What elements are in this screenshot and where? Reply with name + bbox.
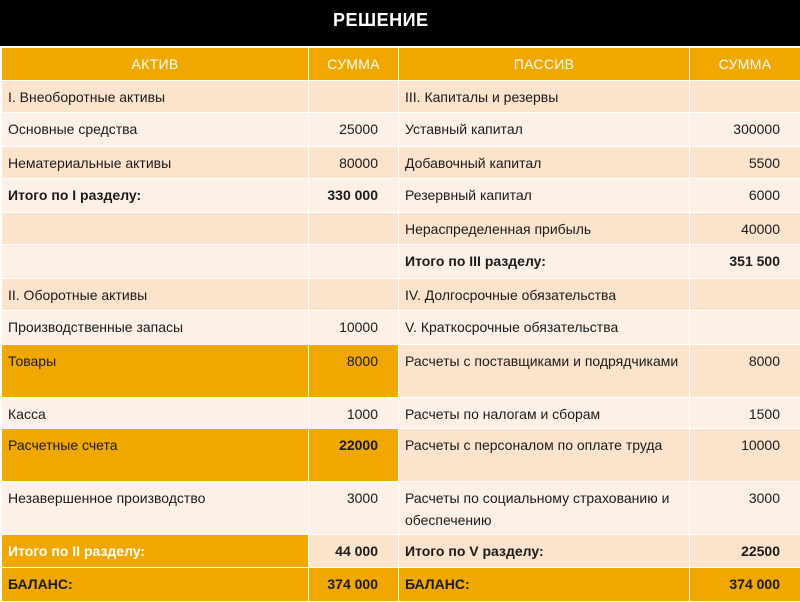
header-row (2, 48, 800, 81)
liability-cell: Резервный капитал (399, 179, 690, 213)
asset-sum-cell: 1000 (309, 398, 399, 429)
asset-cell: I. Внеоборотные активы (2, 81, 309, 113)
asset-sum-cell: 8000 (309, 345, 399, 398)
asset-sum-cell: 330 000 (309, 179, 399, 213)
table-row (2, 535, 800, 568)
header-sum-active: СУММА (309, 48, 399, 81)
liability-sum-cell (690, 311, 800, 345)
asset-cell: Нематериальные активы (2, 147, 309, 179)
asset-sum-cell: 80000 (309, 147, 399, 179)
liability-cell: IV. Долгосрочные обязательства (399, 279, 690, 311)
table-row (2, 398, 800, 429)
liability-cell: БАЛАНС: (399, 568, 690, 602)
liability-sum-cell: 40000 (690, 213, 800, 245)
header-passive: ПАССИВ (399, 48, 690, 81)
liability-cell: Нераспределенная прибыль (399, 213, 690, 245)
asset-sum-cell (309, 81, 399, 113)
liability-cell: Расчеты с поставщиками и подрядчиками (399, 345, 690, 398)
asset-cell: Товары (2, 345, 309, 398)
asset-sum-cell (309, 245, 399, 279)
header-active: АКТИВ (2, 48, 309, 81)
liability-sum-cell: 1500 (690, 398, 800, 429)
slide-title: РЕШЕНИЕ (333, 10, 429, 31)
asset-cell: Незавершенное производство (2, 482, 309, 535)
title-bar (0, 0, 800, 46)
asset-cell (2, 245, 309, 279)
liability-sum-cell: 8000 (690, 345, 800, 398)
liability-sum-cell: 351 500 (690, 245, 800, 279)
asset-cell: Итого по II разделу: (2, 535, 309, 568)
liability-cell: Итого по III разделу: (399, 245, 690, 279)
liability-sum-cell: 22500 (690, 535, 800, 568)
table-row (2, 429, 800, 482)
asset-sum-cell: 374 000 (309, 568, 399, 602)
liability-sum-cell: 3000 (690, 482, 800, 535)
liability-sum-cell (690, 279, 800, 311)
asset-sum-cell: 10000 (309, 311, 399, 345)
balance-table (1, 47, 800, 602)
asset-sum-cell (309, 279, 399, 311)
table-row (2, 213, 800, 245)
asset-cell: Итого по I разделу: (2, 179, 309, 213)
table-row (2, 245, 800, 279)
asset-sum-cell: 22000 (309, 429, 399, 482)
liability-sum-cell: 6000 (690, 179, 800, 213)
table-row (2, 568, 800, 602)
liability-cell: Итого по V разделу: (399, 535, 690, 568)
liability-sum-cell: 5500 (690, 147, 800, 179)
asset-cell: БАЛАНС: (2, 568, 309, 602)
liability-cell: Уставный капитал (399, 113, 690, 147)
table-row (2, 179, 800, 213)
liability-sum-cell (690, 81, 800, 113)
asset-cell: Расчетные счета (2, 429, 309, 482)
liability-cell: Расчеты по социальному страхованию и обеспечению (399, 482, 690, 535)
table-row (2, 279, 800, 311)
liability-sum-cell: 300000 (690, 113, 800, 147)
liability-cell: III. Капиталы и резервы (399, 81, 690, 113)
asset-cell: Основные средства (2, 113, 309, 147)
asset-cell: II. Оборотные активы (2, 279, 309, 311)
table-row (2, 113, 800, 147)
asset-sum-cell (309, 213, 399, 245)
table-row (2, 81, 800, 113)
asset-cell (2, 213, 309, 245)
table-row (2, 482, 800, 535)
header-sum-passive: СУММА (690, 48, 800, 81)
asset-sum-cell: 44 000 (309, 535, 399, 568)
asset-cell: Касса (2, 398, 309, 429)
liability-cell: Расчеты с персоналом по оплате труда (399, 429, 690, 482)
table-row (2, 311, 800, 345)
liability-cell: V. Краткосрочные обязательства (399, 311, 690, 345)
asset-sum-cell: 3000 (309, 482, 399, 535)
liability-sum-cell: 374 000 (690, 568, 800, 602)
liability-cell: Добавочный капитал (399, 147, 690, 179)
asset-sum-cell: 25000 (309, 113, 399, 147)
liability-cell: Расчеты по налогам и сборам (399, 398, 690, 429)
liability-sum-cell: 10000 (690, 429, 800, 482)
asset-cell: Производственные запасы (2, 311, 309, 345)
table-row (2, 345, 800, 398)
table-row (2, 147, 800, 179)
